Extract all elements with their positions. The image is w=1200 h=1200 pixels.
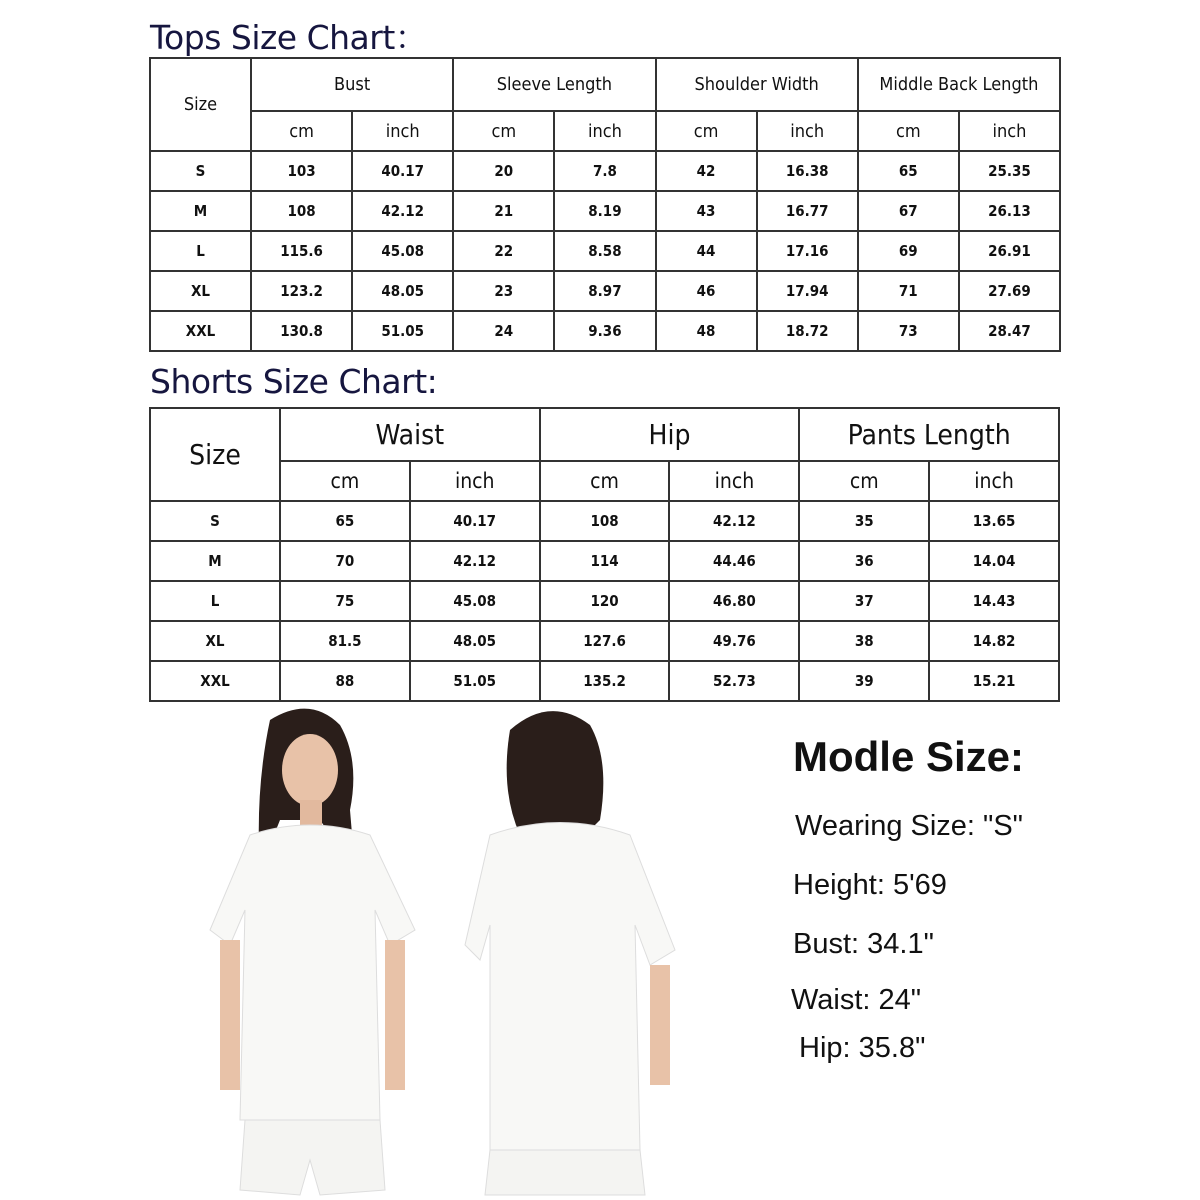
table-cell: 115.6	[251, 231, 352, 271]
table-cell: 23	[453, 271, 554, 311]
table-cell: 46	[656, 271, 757, 311]
unit-header-cm: cm	[251, 111, 352, 151]
table-row	[150, 501, 1059, 541]
table-row	[150, 541, 1059, 581]
size-label: S	[150, 501, 280, 541]
unit-header-inch: inch	[554, 111, 655, 151]
table-cell: 42.12	[669, 501, 799, 541]
model-back-photo	[460, 700, 700, 1200]
tops-title: Tops Size Chart：	[150, 18, 428, 57]
table-cell: 26.91	[959, 231, 1060, 271]
table-cell: 39	[799, 661, 929, 701]
table-cell: 17.94	[757, 271, 858, 311]
size-label: L	[150, 231, 251, 271]
size-label: M	[150, 541, 280, 581]
table-cell: 13.65	[929, 501, 1059, 541]
table-cell: 7.8	[554, 151, 655, 191]
size-label: XL	[150, 271, 251, 311]
table-row	[150, 271, 1060, 311]
table-row	[150, 191, 1060, 231]
table-cell: 70	[280, 541, 410, 581]
shorts-title: Shorts Size Chart:	[150, 362, 438, 401]
shorts-size-table	[149, 407, 1060, 702]
unit-header-cm: cm	[858, 111, 959, 151]
table-cell: 127.6	[540, 621, 670, 661]
unit-header-inch: inch	[757, 111, 858, 151]
table-cell: 20	[453, 151, 554, 191]
table-cell: 38	[799, 621, 929, 661]
table-cell: 17.16	[757, 231, 858, 271]
size-label: L	[150, 581, 280, 621]
unit-header-inch: inch	[929, 461, 1059, 501]
table-cell: 130.8	[251, 311, 352, 351]
table-cell: 8.97	[554, 271, 655, 311]
model-waist: Waist: 24"	[791, 984, 922, 1016]
table-cell: 16.77	[757, 191, 858, 231]
table-cell: 14.04	[929, 541, 1059, 581]
table-cell: 35	[799, 501, 929, 541]
unit-header-cm: cm	[453, 111, 554, 151]
table-cell: 48.05	[352, 271, 453, 311]
size-header: Size	[150, 58, 251, 151]
table-cell: 49.76	[669, 621, 799, 661]
model-front-photo	[200, 700, 440, 1200]
column-group-header: Waist	[280, 408, 540, 461]
size-label: M	[150, 191, 251, 231]
table-cell: 15.21	[929, 661, 1059, 701]
size-label: XXL	[150, 311, 251, 351]
table-row	[150, 151, 1060, 191]
table-cell: 69	[858, 231, 959, 271]
table-cell: 52.73	[669, 661, 799, 701]
size-header: Size	[150, 408, 280, 501]
table-cell: 75	[280, 581, 410, 621]
size-label: XL	[150, 621, 280, 661]
table-cell: 28.47	[959, 311, 1060, 351]
column-group-header: Pants Length	[799, 408, 1059, 461]
table-cell: 8.58	[554, 231, 655, 271]
table-cell: 51.05	[410, 661, 540, 701]
column-group-header: Shoulder Width	[656, 58, 858, 111]
model-size-title: Modle Size:	[793, 733, 1025, 780]
unit-header-inch: inch	[959, 111, 1060, 151]
unit-header-inch: inch	[410, 461, 540, 501]
table-cell: 26.13	[959, 191, 1060, 231]
table-cell: 40.17	[352, 151, 453, 191]
table-row	[150, 231, 1060, 271]
table-row	[150, 311, 1060, 351]
model-hip: Hip: 35.8"	[799, 1032, 926, 1064]
table-cell: 14.82	[929, 621, 1059, 661]
table-cell: 14.43	[929, 581, 1059, 621]
table-row	[150, 581, 1059, 621]
table-cell: 24	[453, 311, 554, 351]
unit-header-cm: cm	[280, 461, 410, 501]
size-label: S	[150, 151, 251, 191]
table-cell: 48.05	[410, 621, 540, 661]
model-height: Height: 5'69	[793, 869, 947, 901]
table-cell: 123.2	[251, 271, 352, 311]
table-cell: 108	[251, 191, 352, 231]
table-cell: 73	[858, 311, 959, 351]
unit-header-cm: cm	[540, 461, 670, 501]
table-cell: 42	[656, 151, 757, 191]
table-cell: 45.08	[352, 231, 453, 271]
table-cell: 18.72	[757, 311, 858, 351]
unit-header-cm: cm	[799, 461, 929, 501]
column-group-header: Hip	[540, 408, 800, 461]
table-cell: 88	[280, 661, 410, 701]
table-cell: 21	[453, 191, 554, 231]
table-cell: 16.38	[757, 151, 858, 191]
unit-header-cm: cm	[656, 111, 757, 151]
table-cell: 22	[453, 231, 554, 271]
table-row	[150, 621, 1059, 661]
table-row	[150, 661, 1059, 701]
table-cell: 120	[540, 581, 670, 621]
table-cell: 103	[251, 151, 352, 191]
table-cell: 48	[656, 311, 757, 351]
table-cell: 81.5	[280, 621, 410, 661]
table-cell: 27.69	[959, 271, 1060, 311]
table-cell: 65	[858, 151, 959, 191]
size-label: XXL	[150, 661, 280, 701]
table-cell: 67	[858, 191, 959, 231]
table-cell: 46.80	[669, 581, 799, 621]
table-cell: 44.46	[669, 541, 799, 581]
table-cell: 44	[656, 231, 757, 271]
table-cell: 8.19	[554, 191, 655, 231]
table-cell: 65	[280, 501, 410, 541]
unit-header-inch: inch	[352, 111, 453, 151]
table-cell: 135.2	[540, 661, 670, 701]
table-cell: 43	[656, 191, 757, 231]
table-cell: 114	[540, 541, 670, 581]
table-cell: 51.05	[352, 311, 453, 351]
tops-size-table	[149, 57, 1061, 352]
table-cell: 108	[540, 501, 670, 541]
table-cell: 25.35	[959, 151, 1060, 191]
table-cell: 9.36	[554, 311, 655, 351]
table-cell: 45.08	[410, 581, 540, 621]
column-group-header: Sleeve Length	[453, 58, 655, 111]
table-cell: 42.12	[352, 191, 453, 231]
column-group-header: Bust	[251, 58, 453, 111]
column-group-header: Middle Back Length	[858, 58, 1060, 111]
table-cell: 42.12	[410, 541, 540, 581]
table-cell: 37	[799, 581, 929, 621]
unit-header-inch: inch	[669, 461, 799, 501]
table-cell: 40.17	[410, 501, 540, 541]
table-cell: 71	[858, 271, 959, 311]
model-wearing-size: Wearing Size: "S"	[795, 810, 1023, 842]
model-bust: Bust: 34.1"	[793, 928, 934, 960]
table-cell: 36	[799, 541, 929, 581]
